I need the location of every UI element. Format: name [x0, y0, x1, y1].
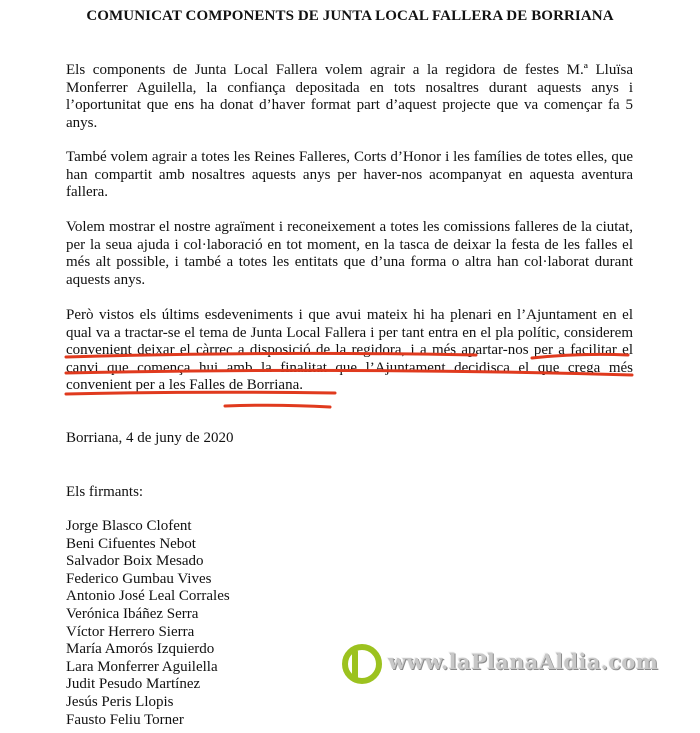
signatory: Verónica Ibáñez Serra	[66, 605, 199, 622]
signatories-list	[66, 518, 230, 729]
paragraph-thanks-comissions: Volem mostrar el nostre agraïment i reconeixement a totes les comissions falleres de la ciutat, per la seua ajuda i col·laboració en tot moment, en la tasca de deixar la festa de les falles el més alt possible, i també a totes les entitats que d’una forma o altra han col·laborat durant aquests anys.	[66, 219, 633, 288]
signatory: Antonio José Leal Corrales	[66, 588, 230, 605]
signatory: Jorge Blasco Clofent	[66, 518, 192, 534]
signatory: Salvador Boix Mesado	[66, 553, 204, 570]
paragraph-thanks-reines: També volem agrair a totes les Reines Falleres, Corts d’Honor i les famílies de totes elles, que han compartit amb nosaltres aquests anys per haver-nos acompanyat en aquesta aventura fallera.	[66, 149, 633, 201]
underline-stroke	[225, 405, 330, 407]
watermark	[340, 640, 680, 690]
signatory: Lara Monferrer Aguilella	[66, 658, 218, 675]
paragraph-thanks-regidora: Els components de Junta Local Fallera volem agrair a la regidora de festes M.ª Lluïsa Monferrer Aguilella, la confiança depositada en tots nosaltres durant aquests anys i l’oportunitat que ens ha donat d’haver format part d’aquest projecte que va començar fa 5 anys.	[66, 62, 633, 131]
signatory: Víctor Herrero Sierra	[66, 623, 195, 640]
signatory: María Amorós Izquierdo	[66, 641, 215, 658]
signatories-heading: Els firmants:	[66, 484, 144, 500]
dateline: Borriana, 4 de juny de 2020	[66, 430, 234, 446]
paragraph-resignation: Però vistos els últims esdeveniments i que avui mateix hi ha plenari en l’Ajuntament en el qual va a tractar-se el tema de Junta Local Fallera i per tant entra en el pla polític, considerem convenient deixar el càrrec a disposició de la regidora, i a més apartar-nos per a facilitar el canvi que comença hui amb la finalitat que l’Ajuntament decidisca el que crega més convenient per a les Falles de Borriana.	[66, 307, 633, 394]
signatory: Beni Cifuentes Nebot	[66, 535, 196, 552]
document-title: COMUNICAT COMPONENTS DE JUNTA LOCAL FALLERA DE BORRIANA	[86, 8, 614, 24]
watermark-logo-icon	[340, 642, 384, 686]
signatory: Jesús Peris Llopis	[66, 693, 174, 710]
watermark-text: www.laPlanaAldia.com	[388, 649, 659, 674]
signatory: Fausto Feliu Torner	[66, 711, 184, 728]
signatory: Federico Gumbau Vives	[66, 570, 212, 587]
signatory: Judit Pesudo Martínez	[66, 676, 201, 693]
